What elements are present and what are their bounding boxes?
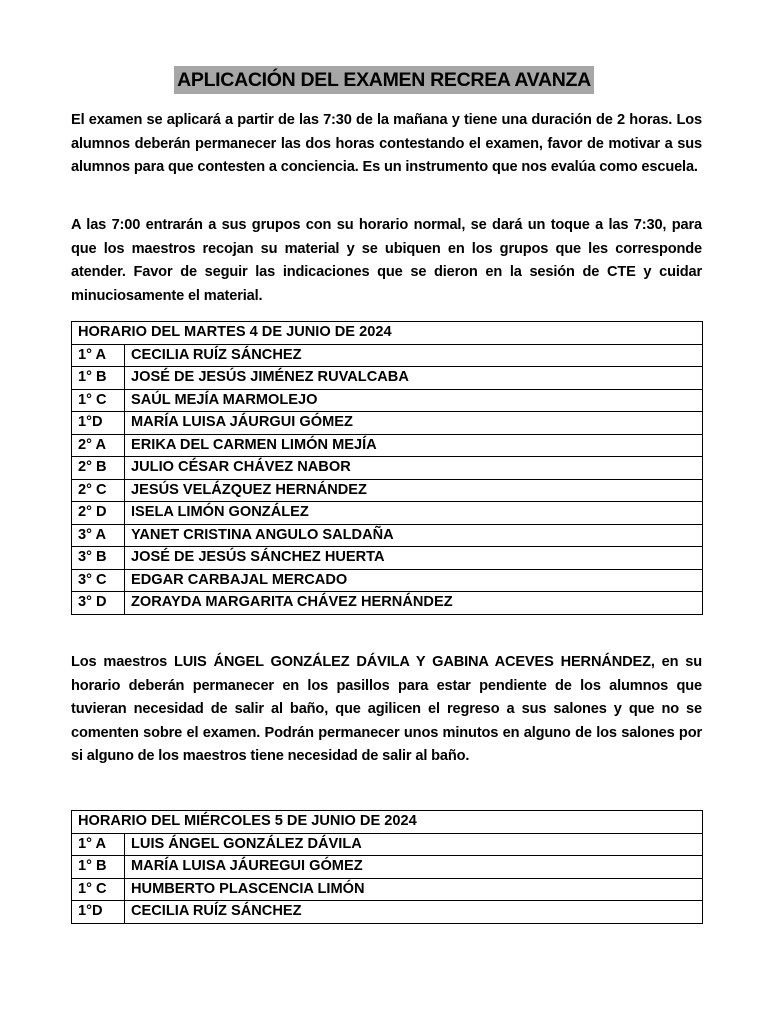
group-cell: 1° A [72, 833, 125, 856]
tuesday-schedule-table [71, 321, 703, 615]
teacher-cell: SAÚL MEJÍA MARMOLEJO [125, 389, 703, 412]
group-cell: 2° A [72, 434, 125, 457]
group-cell: 3° B [72, 547, 125, 570]
table-row [72, 457, 703, 480]
group-cell: 3° A [72, 524, 125, 547]
group-cell: 2° C [72, 479, 125, 502]
group-cell: 1° C [72, 878, 125, 901]
table-row [72, 412, 703, 435]
teacher-cell: CECILIA RUÍZ SÁNCHEZ [125, 901, 703, 924]
table-row [72, 479, 703, 502]
teacher-cell: YANET CRISTINA ANGULO SALDAÑA [125, 524, 703, 547]
table-row [72, 569, 703, 592]
teacher-cell: LUIS ÁNGEL GONZÁLEZ DÁVILA [125, 833, 703, 856]
intro-paragraph: El examen se aplicará a partir de las 7:30 de la mañana y tiene una duración de 2 horas. Los alumnos deberán permanecer las dos horas contestando el examen, favor de motivar a sus alumnos para que contesten a conciencia. Es un instrumento que nos evalúa como escuela. [71, 112, 702, 175]
table-row [72, 901, 703, 924]
teacher-cell: ISELA LIMÓN GONZÁLEZ [125, 502, 703, 525]
teacher-cell: JOSÉ DE JESÚS SÁNCHEZ HUERTA [125, 547, 703, 570]
teacher-cell: ERIKA DEL CARMEN LIMÓN MEJÍA [125, 434, 703, 457]
teacher-cell: JULIO CÉSAR CHÁVEZ NABOR [125, 457, 703, 480]
table-row [72, 547, 703, 570]
table-row [72, 856, 703, 879]
title-wrapper [0, 66, 768, 94]
table-header-row [72, 811, 703, 834]
group-cell: 2° B [72, 457, 125, 480]
group-cell: 1° C [72, 389, 125, 412]
table-row [72, 389, 703, 412]
teacher-cell: MARÍA LUISA JÁUREGUI GÓMEZ [125, 856, 703, 879]
wednesday-header: HORARIO DEL MIÉRCOLES 5 DE JUNIO DE 2024 [72, 811, 703, 834]
teacher-cell: EDGAR CARBAJAL MERCADO [125, 569, 703, 592]
table-row [72, 367, 703, 390]
teacher-cell: JOSÉ DE JESÚS JIMÉNEZ RUVALCABA [125, 367, 703, 390]
group-cell: 2° D [72, 502, 125, 525]
group-cell: 3° C [72, 569, 125, 592]
table-row [72, 878, 703, 901]
hallway-note-paragraph: Los maestros LUIS ÁNGEL GONZÁLEZ DÁVILA Y GABINA ACEVES HERNÁNDEZ, en su horario deberán permanecer en los pasillos para estar pendiente de los alumnos que tuvieran necesidad de salir al baño, que agilicen el regreso a sus salones y que no se comenten sobre el examen. Podrán permanecer unos minutos en alguno de los salones por si alguno de los maestros tiene necesidad de salir al baño. [71, 654, 702, 764]
group-cell: 1°D [72, 901, 125, 924]
table-row [72, 344, 703, 367]
wednesday-schedule-table [71, 810, 703, 924]
table-header-row [72, 322, 703, 345]
group-cell: 1° B [72, 856, 125, 879]
schedule-note-paragraph: A las 7:00 entrarán a sus grupos con su horario normal, se dará un toque a las 7:30, para que los maestros recojan su material y se ubiquen en los grupos que les corresponde atender. Favor de seguir las indicaciones que se dieron en la sesión de CTE y cuidar minuciosamente el material. [71, 217, 702, 304]
table-row [72, 502, 703, 525]
group-cell: 3° D [72, 592, 125, 615]
table-row [72, 592, 703, 615]
tuesday-header: HORARIO DEL MARTES 4 DE JUNIO DE 2024 [72, 322, 703, 345]
page-title: APLICACIÓN DEL EXAMEN RECREA AVANZA [174, 66, 594, 94]
table-row [72, 833, 703, 856]
teacher-cell: JESÚS VELÁZQUEZ HERNÁNDEZ [125, 479, 703, 502]
teacher-cell: ZORAYDA MARGARITA CHÁVEZ HERNÁNDEZ [125, 592, 703, 615]
group-cell: 1°D [72, 412, 125, 435]
table-row [72, 524, 703, 547]
table-row [72, 434, 703, 457]
group-cell: 1° A [72, 344, 125, 367]
teacher-cell: HUMBERTO PLASCENCIA LIMÓN [125, 878, 703, 901]
teacher-cell: CECILIA RUÍZ SÁNCHEZ [125, 344, 703, 367]
teacher-cell: MARÍA LUISA JÁURGUI GÓMEZ [125, 412, 703, 435]
group-cell: 1° B [72, 367, 125, 390]
